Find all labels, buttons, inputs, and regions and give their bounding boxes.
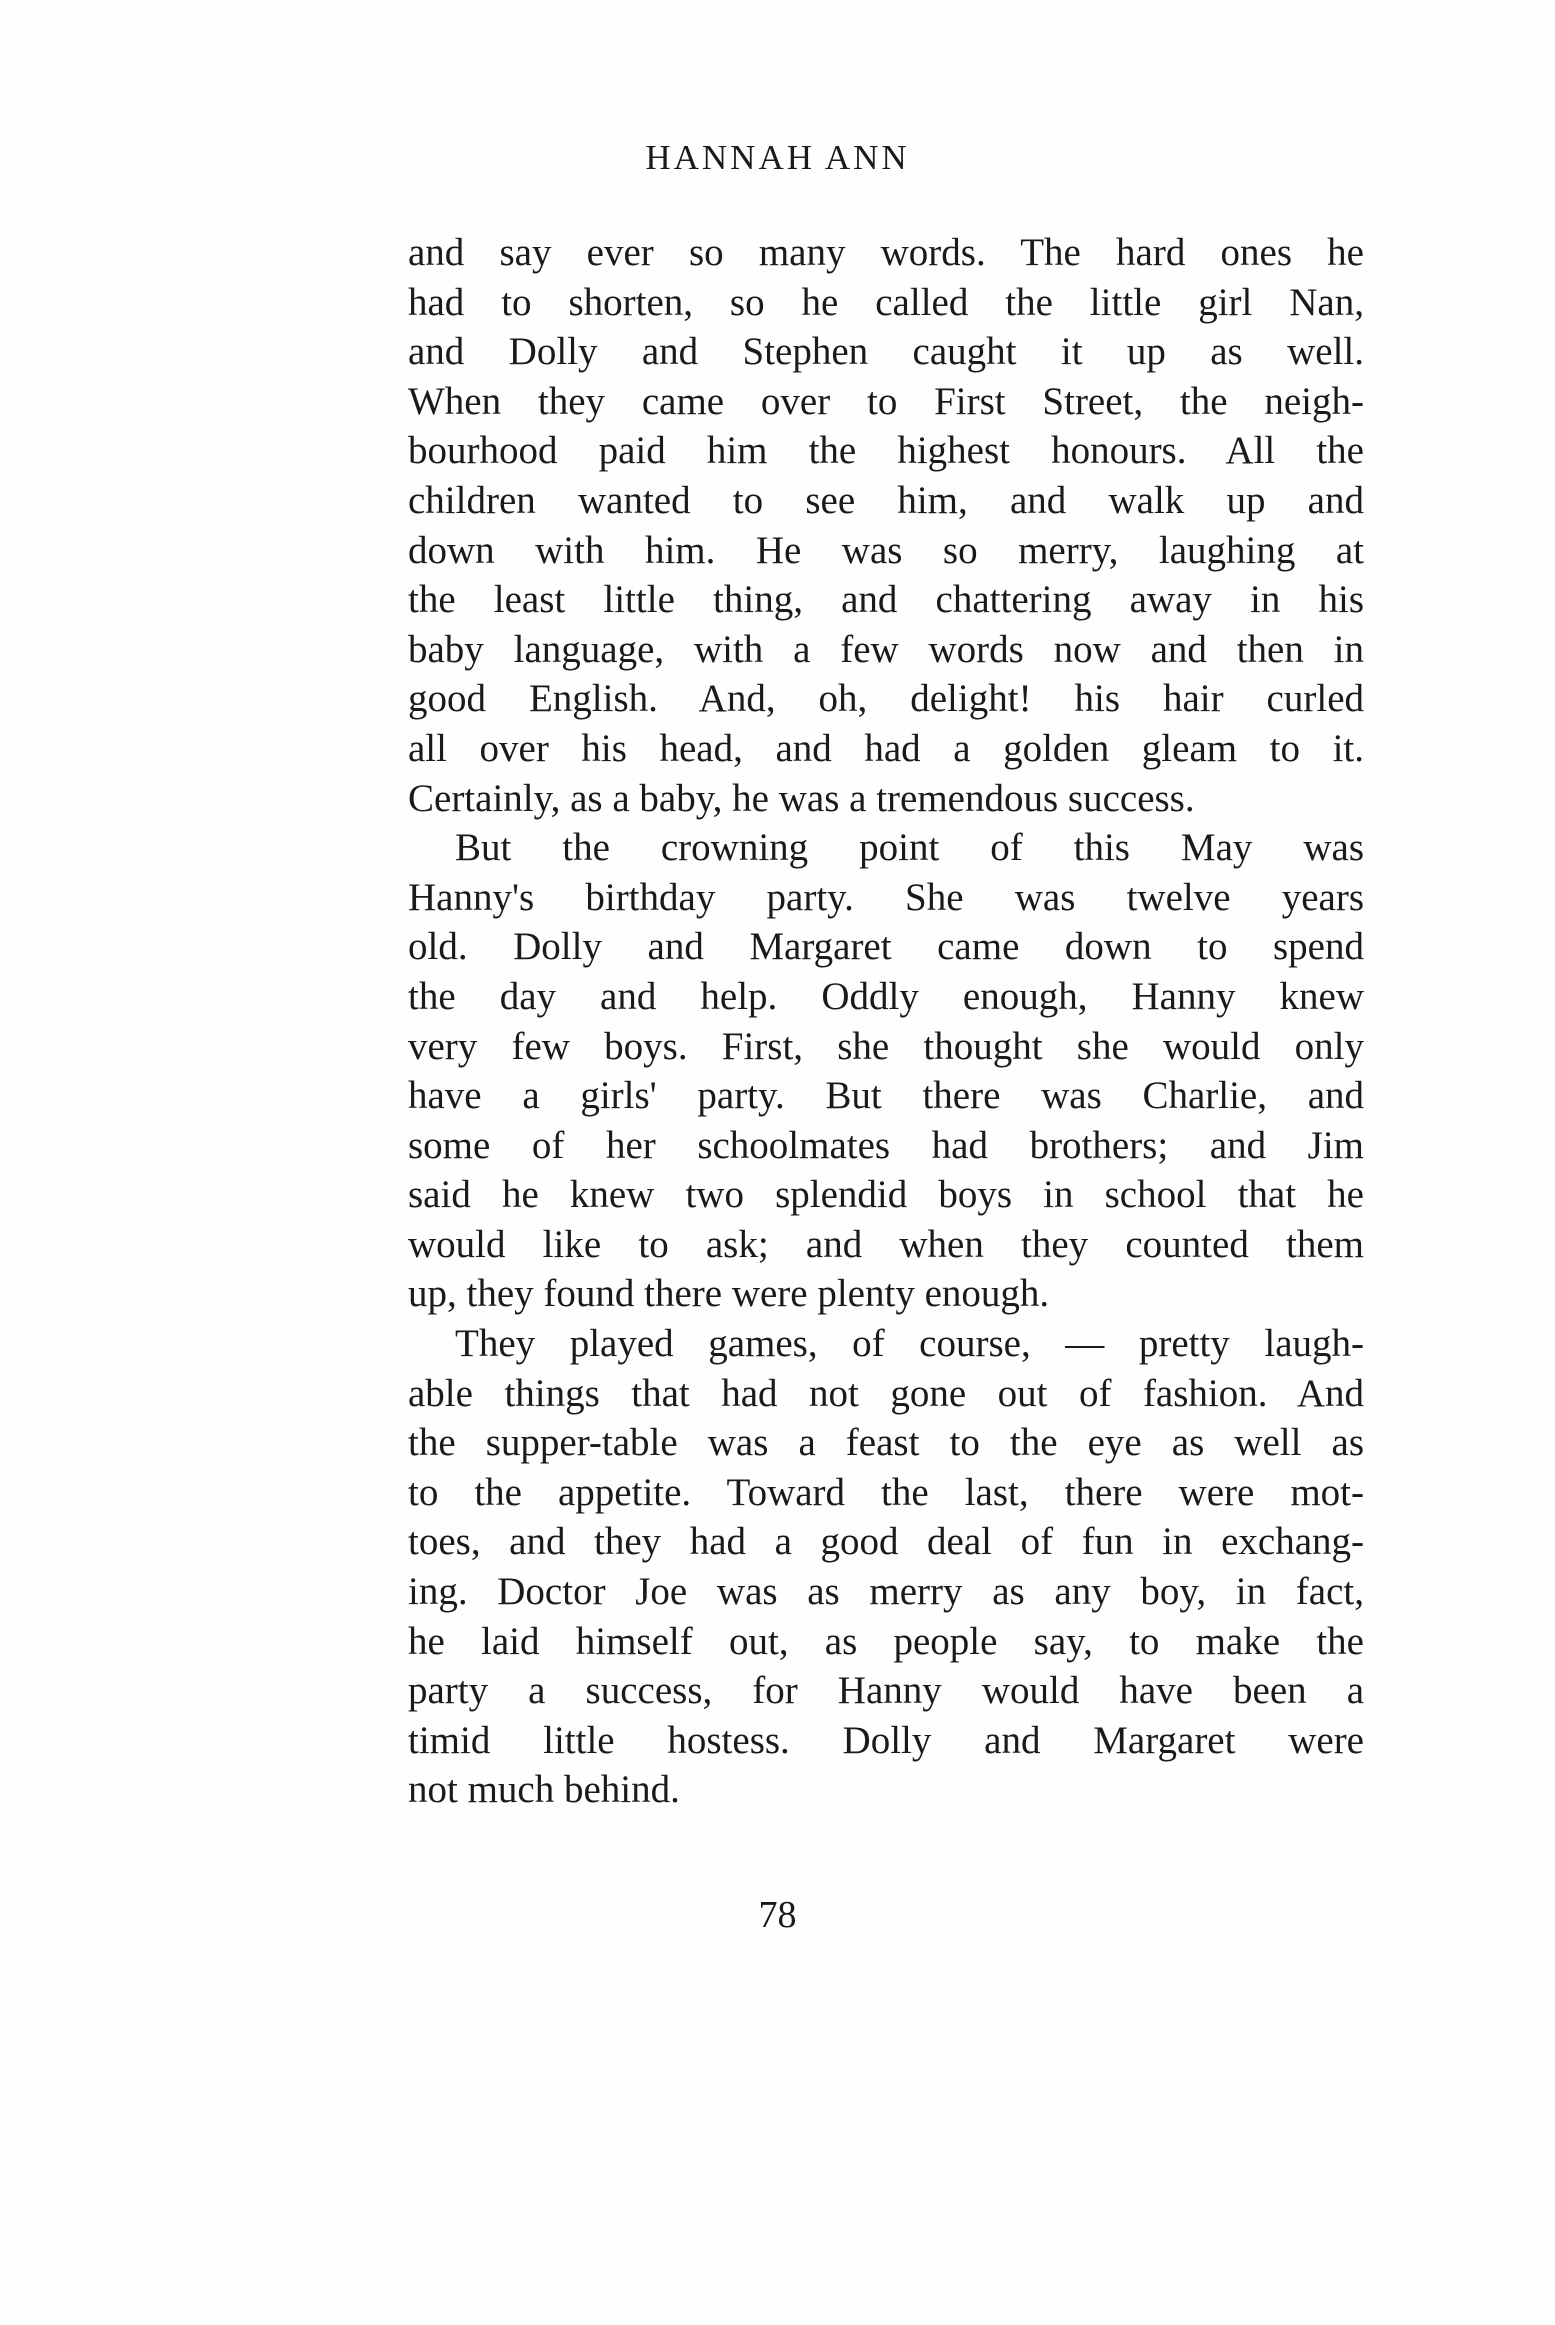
text-line: Certainly, as a baby, he was a tremendous success. [408, 776, 1195, 820]
text-line: But the crowning point of this May was [455, 826, 1364, 870]
text-line: said he knew two splendid boys in school that he [408, 1173, 1364, 1217]
text-line: to the appetite. Toward the last, there were mot- [408, 1470, 1364, 1514]
text-line: had to shorten, so he called the little girl Nan, [408, 280, 1364, 324]
text-line: some of her schoolmates had brothers; and Jim [408, 1123, 1364, 1167]
text-line: They played games, of course, — pretty laugh- [455, 1322, 1364, 1366]
text-line: children wanted to see him, and walk up and [408, 478, 1364, 522]
text-line: would like to ask; and when they counted them [408, 1222, 1364, 1266]
body-text [408, 228, 1364, 1815]
text-line: bourhood paid him the highest honours. All the [408, 429, 1364, 473]
text-line: the least little thing, and chattering away in his [408, 578, 1364, 622]
text-line: and say ever so many words. The hard ones he [408, 231, 1364, 274]
text-line: very few boys. First, she thought she would only [408, 1024, 1364, 1068]
text-line: Hanny's birthday party. She was twelve years [408, 875, 1364, 919]
text-line: baby language, with a few words now and then in [408, 627, 1364, 671]
text-line: up, they found there were plenty enough. [408, 1272, 1050, 1316]
text-line: old. Dolly and Margaret came down to spend [408, 925, 1364, 969]
text-line: good English. And, oh, delight! his hair curled [408, 677, 1364, 721]
text-line: able things that had not gone out of fashion. And [408, 1371, 1364, 1415]
text-line: and Dolly and Stephen caught it up as well. [408, 330, 1364, 374]
text-line: party a success, for Hanny would have been a [408, 1669, 1364, 1713]
running-head: HANNAH ANN [645, 138, 910, 177]
text-line: not much behind. [408, 1768, 680, 1812]
text-line: the supper-table was a feast to the eye as well as [408, 1421, 1364, 1465]
text-line: have a girls' party. But there was Charlie, and [408, 1074, 1364, 1118]
text-line: toes, and they had a good deal of fun in exchang- [408, 1520, 1364, 1564]
text-line: When they came over to First Street, the neigh- [408, 379, 1364, 423]
page-number: 78 [758, 1894, 797, 1936]
text-line: the day and help. Oddly enough, Hanny knew [408, 974, 1364, 1018]
text-line: all over his head, and had a golden gleam to it. [408, 726, 1364, 770]
text-line: timid little hostess. Dolly and Margaret were [408, 1718, 1364, 1762]
text-line: down with him. He was so merry, laughing at [408, 528, 1364, 572]
text-line: ing. Doctor Joe was as merry as any boy, in fact, [408, 1570, 1364, 1614]
text-line: he laid himself out, as people say, to make the [408, 1619, 1364, 1663]
